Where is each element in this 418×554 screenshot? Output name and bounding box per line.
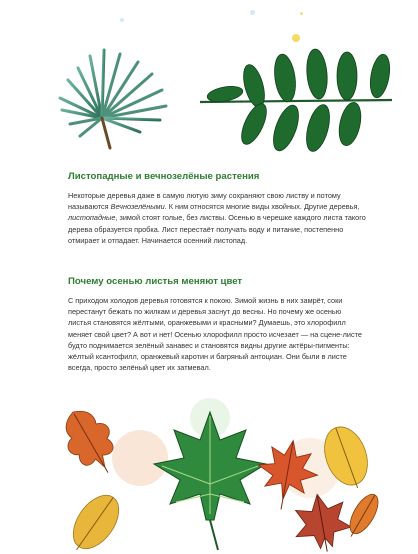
section-leaf-color <box>68 276 366 373</box>
red-leaf-icon <box>290 490 355 554</box>
orange-birch-leaf-icon <box>342 490 380 542</box>
palm-frond-icon <box>60 50 166 148</box>
leaves-illustration-bottom <box>60 398 380 554</box>
green-maple-leaf-icon <box>154 412 266 550</box>
section-deciduous-evergreen <box>68 171 366 246</box>
section-paragraph: Некоторые деревья даже в самую лютую зиму сохраняют свою листву и потому называются Вечнозелёными. К ним относятся многие виды хвойных. Другие деревья, листопадные, зимой стоят голые, без листвы. Осенью в черешке каждого листа такого дерева образуется пробка. Лист перестаёт получать воду и питание, постепенно отмирает и отпадает. Начинается осенний листопад. <box>68 191 366 245</box>
paint-splash <box>300 12 303 15</box>
ash-leaf-icon <box>200 48 393 154</box>
leaves-illustration-top <box>40 20 400 170</box>
section-title: Почему осенью листья меняют цвет <box>68 276 243 287</box>
yellow-birch-leaf-icon <box>62 487 128 554</box>
section-paragraph: С приходом холодов деревья готовятся к покою. Зимой жизнь в них замрёт, соки перестанут бежать по жилкам и деревья заснут до весны. Но почему же осенью листья становятся жёлтыми, оранжевыми и красными? Думаешь, это хлорофилл меняет свой цвет? А вот и нет! Осенью хлорофилл просто исчезает — на сцене-листе будто поднимается зелёный занавес и становятся видны другие актёры-пигменты: жёлтый ксантофилл, оранжевый каротин и багряный антоциан. Они были в листе всегда, просто зелёный цвет их затмевал. <box>68 296 362 373</box>
paint-splash <box>250 10 255 15</box>
section-title: Листопадные и вечнозелёные растения <box>68 171 260 182</box>
